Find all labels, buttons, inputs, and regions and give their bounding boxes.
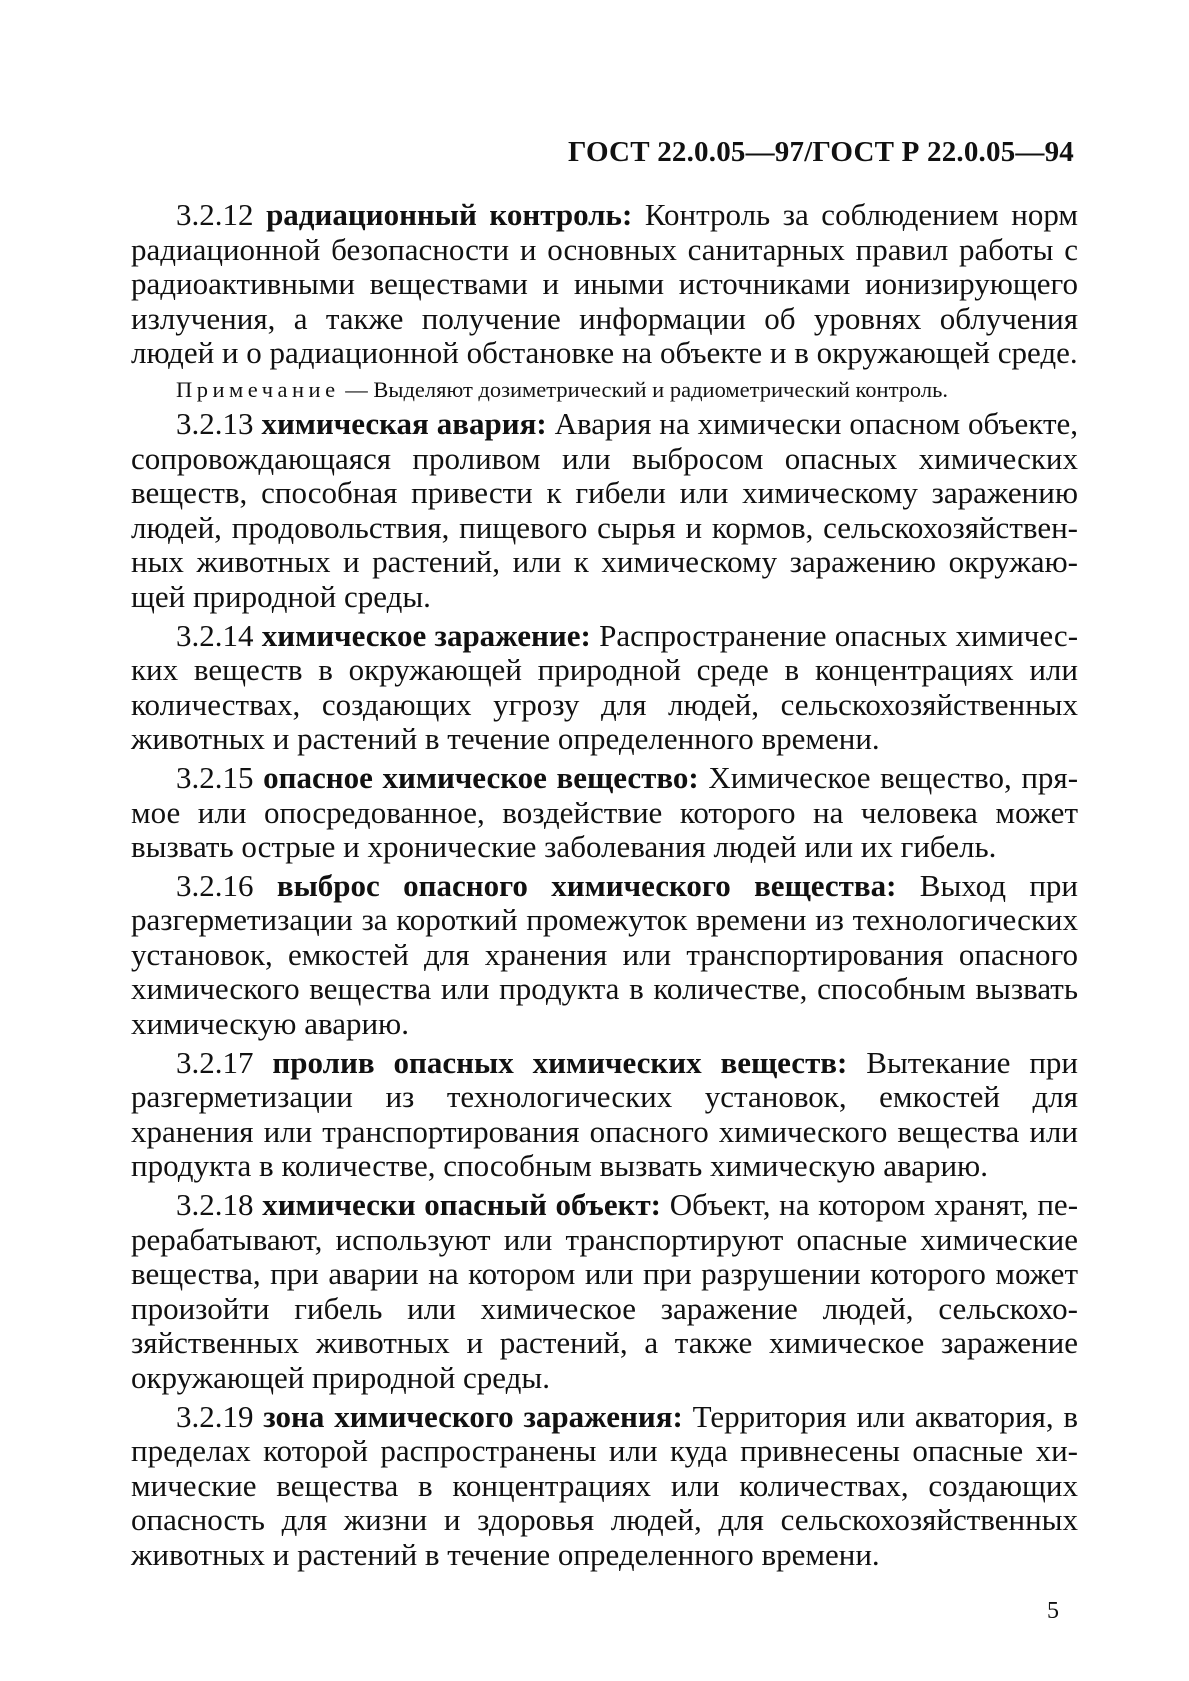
entry-term: пролив опасных химических веществ: [272,1044,848,1080]
entry-3-2-13 [131,407,1078,615]
entry-definition: Химическое вещество, прямое или опосредованное, воздействие которого на человека может вызвать острые и хронические заболевания людей или их гибель. [131,759,1079,865]
note [131,375,1078,405]
entry-term: химическая авария: [261,405,547,441]
entry-number: 3.2.13 [176,405,254,441]
note-text: Выделяют дозиметрический и радиометрический контроль. [373,376,949,402]
entry-number: 3.2.15 [176,759,254,795]
entry-number: 3.2.19 [176,1398,254,1434]
entry-3-2-18 [131,1188,1078,1396]
entry-3-2-19 [131,1400,1078,1573]
entry-definition: Территория или акватория, в пределах которой распространены или куда привнесены опасные химические вещества в концентрациях или количествах, создающих опасность для жизни и здоровья людей, для сельскохозяйственных животных и растений в течение определенного времени. [131,1398,1079,1572]
entry-3-2-12 [131,198,1078,371]
entry-number: 3.2.14 [176,617,254,653]
entry-number: 3.2.16 [176,867,254,903]
entry-definition: Распространение опасных химических веществ в окружающей природной среде в концентрациях или количествах, создающих угрозу для людей, сельскохозяйственных животных и растений в течение определенного времени. [131,617,1079,757]
entry-number: 3.2.18 [176,1187,254,1223]
entry-term: зона химического заражения: [263,1398,683,1434]
entry-3-2-14 [131,619,1078,757]
entry-term: радиационный контроль: [266,197,633,232]
entry-definition: Контроль за соблюдением норм радиационной безопасности и основных санитарных правил работы с радиоактивными веществами и иными источниками ионизирующего излучения, а также получение информации об уровнях облучения людей и о радиационной обстановке на объекте и в окружающей среде. [131,197,1079,371]
entry-definition: Авария на химически опасном объекте, сопровождающаяся проливом или выбросом опасных химических веществ, способная привести к гибели или химическому заражению людей, продовольствия, пищевого сырья и кормов, сельскохозяйственных животных и растений, или к химическому заражению окружающей природной среды. [131,405,1078,614]
note-label: Примечание [176,376,340,402]
entry-number: 3.2.12 [176,197,254,232]
entry-definition: Объект, на котором хранят, перерабатывают, используют или транспортируют опасные химические вещества, при аварии на котором или при разрушении которого может произойти гибель или химическое заражение людей, сельскохозяйственных животных и растений, а также химическое заражение окружающей природной среды. [131,1187,1079,1395]
entry-term: химически опасный объект: [262,1187,661,1223]
document-body [131,198,1078,1577]
page-number: 5 [1047,1598,1059,1624]
standard-header: ГОСТ 22.0.05—97/ГОСТ Р 22.0.05—94 [568,136,1074,168]
entry-3-2-15 [131,761,1078,865]
entry-definition: Вытекание при разгерметизации из технологических установок, емкостей для хранения или транспортирования опасного химического вещества или продукта в количестве, способным вызвать химическую аварию. [131,1044,1078,1184]
entry-term: химическое заражение: [261,617,591,653]
entry-3-2-16 [131,869,1078,1042]
entry-3-2-17 [131,1046,1078,1184]
entry-term: выброс опасного химического вещества: [276,867,897,903]
entry-number: 3.2.17 [176,1044,254,1080]
entry-term: опасное химическое вещество: [263,759,699,795]
entry-definition: Выход при разгерметизации за короткий промежуток времени из технологических установок, емкостей для хранения или транспортирования опасного химического вещества или продукта в количестве, способным вызвать химическую аварию. [131,867,1079,1042]
note-dash: — [339,376,374,402]
